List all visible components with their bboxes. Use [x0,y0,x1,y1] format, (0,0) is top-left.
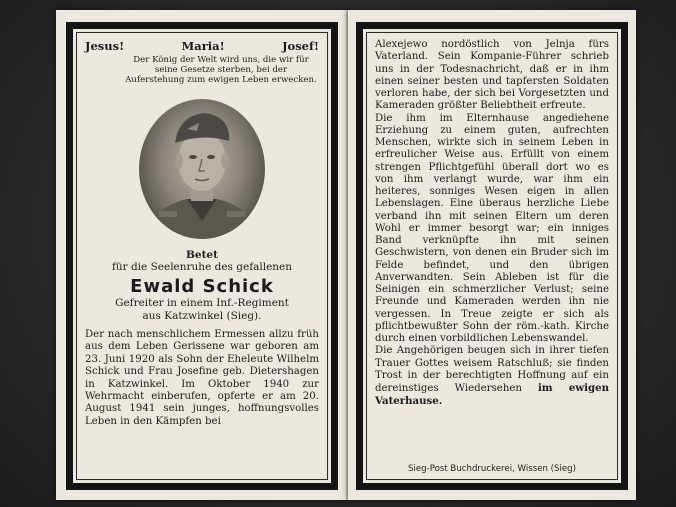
printer-imprint: Sieg-Post Buchdruckerei, Wissen (Sieg) [408,464,576,474]
right-card-content [366,32,618,480]
rank-line-2: aus Katzwinkel (Sieg). [142,310,262,322]
invocation-jesus: Jesus! [85,39,125,53]
left-card [56,10,346,500]
portrait-photo-icon [139,99,265,239]
invocation-header [85,39,319,53]
repose-line: für die Seelenruhe des gefallenen [111,261,293,273]
invocation-josef: Josef! [282,39,319,53]
deceased-name: Ewald Schick [130,276,274,297]
continuation-body: Alexejewo nordöstlich von Jelnja fürs Vaterland. Sein Kompanie-Führer schrieb uns in der Todesnachricht, daß er in ihm einen seiner besten und tapfersten Soldaten verloren habe, der sich bei Vorgesetzten und Kameraden größter Beliebtheit erfreute. Die ihm im Elternhause angediehene Erziehung zu einem guten, aufrechten Menschen, wirkte sich in seinem Leben in erfreulicher Weise aus. Erfüllt von einem strengen Pflichtgefühl überall dort wo es von ihm verlangt wurde, war ihm ein heiteres, sonniges Wesen eigen in allen Lebenslagen. Eine überaus herzliche Liebe verband ihn mit seinen Eltern um deren Wohl er immer besorgt war; ein inniges Band verknüpfte ihn mit seinen Geschwistern, von denen ein Bruder sich im Felde befindet, und den übrigen Anverwandten. Sein Ableben ist für die Seinigen ein schmerzlicher Verlust; seine Freunde und Kameraden werden ihn nie vergessen. In Treue zeigte er sich als pflichtbewußter Sohn der röm.-kath. Kirche durch einen vorbildlichen Lebenswandel. Die Angehörigen beugen sich in ihrer tiefen Trauer Gottes weisem Ratschluß; sie finden Trost in der berechtigten Hoffnung auf ein dereinstiges Wiedersehen [375,39,609,394]
prayer-verse: Der König der Welt wird uns, die wir für seine Gesetze sterben, bei der Auferstehung zum ewigen Leben erwecken. [125,55,317,85]
closing-phrase: im ewigen Vaterhause. [375,382,609,408]
right-card [348,10,636,500]
invocation-maria: Maria! [181,39,225,53]
right-mourning-frame [356,22,628,490]
left-mourning-frame [66,22,338,490]
biography-text: Der nach menschlichem Ermessen allzu früh aus dem Leben Gerissene war geboren am 23. Juni 1920 als Sohn der Eheleute Wilhelm Schick und Frau Josefine geb. Dietershagen in Katzwinkel. Im Oktober 1940 zur Wehrmacht einberufen, opferte er am 20. August 1941 sein junges, hoffnungsvolles Leben in den Kämpfen bei [85,329,319,427]
left-card-content [76,32,328,480]
pray-heading: Betet [186,249,218,261]
continuation-text [375,39,609,409]
rank-line-1: Gefreiter in einem Inf.-Regiment [115,297,289,309]
soldier-portrait [139,99,265,239]
